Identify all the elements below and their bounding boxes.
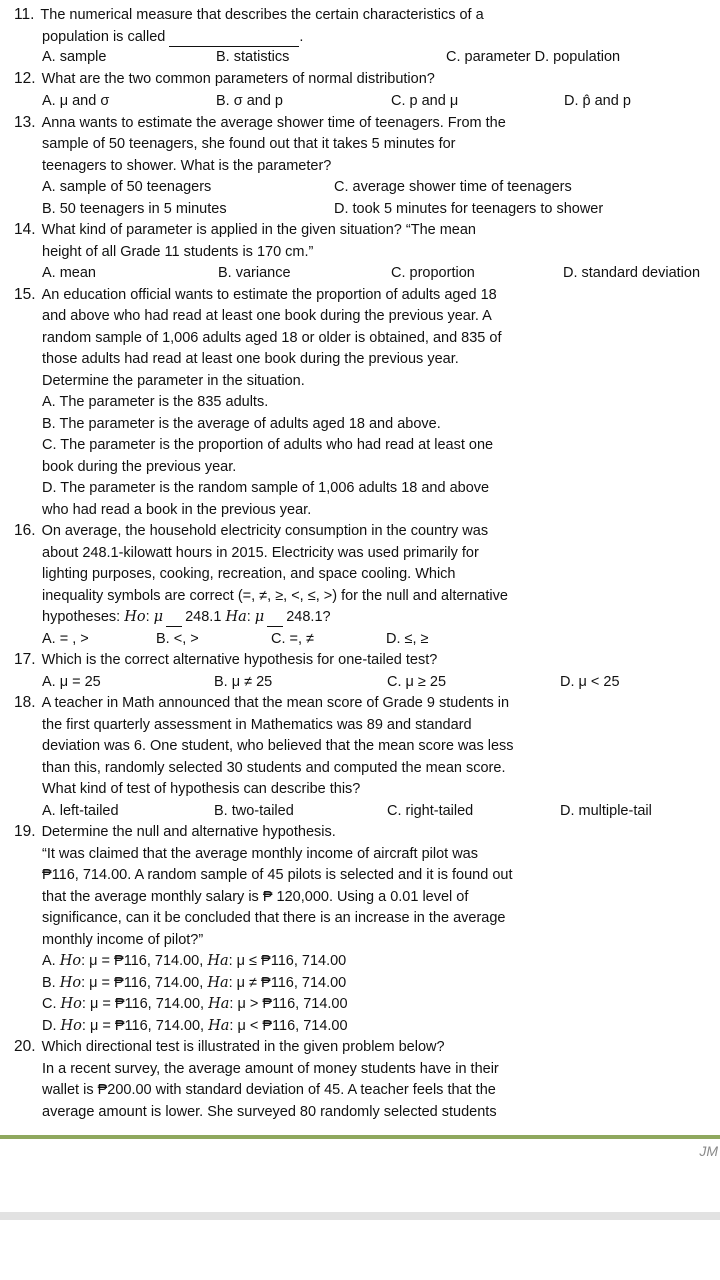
question-16-line: lighting purposes, cooking, recreation, and space cooling. Which: [42, 566, 456, 582]
question-15-option-c-cont: book during the previous year.: [42, 459, 237, 475]
question-18-line: than this, randomly selected 30 students and computed the mean score.: [42, 760, 506, 776]
footer-rule: [0, 1135, 720, 1139]
question-15: 15. An education official wants to estimate the proportion of adults aged 18: [14, 286, 497, 303]
question-12: 12. What are the two common parameters of normal distribution?: [14, 70, 435, 87]
question-16: 16. On average, the household electricity consumption in the country was: [14, 522, 489, 539]
question-11-line2: population is called .: [42, 29, 304, 45]
question-14-line2: height of all Grade 11 students is 170 cm.”: [42, 244, 314, 260]
question-20-line: In a recent survey, the average amount of money students have in their: [42, 1061, 499, 1077]
question-13-line2: sample of 50 teenagers, she found out that it takes 5 minutes for: [42, 136, 456, 152]
question-13-options-row1: A. sample of 50 teenagers C. average shower time of teenagers: [42, 179, 572, 195]
question-19-line: that the average monthly salary is ₱ 120,000. Using a 0.01 level of: [42, 889, 469, 905]
question-17-options: A. μ = 25 B. μ ≠ 25 C. μ ≥ 25 D. μ < 25: [42, 674, 620, 690]
question-18: 18. A teacher in Math announced that the mean score of Grade 9 students in: [14, 694, 510, 711]
question-13: 13. Anna wants to estimate the average shower time of teenagers. From the: [14, 114, 506, 131]
question-13-line3: teenagers to shower. What is the parameter?: [42, 158, 332, 174]
question-14-options: A. mean B. variance C. proportion D. standard deviation: [42, 265, 701, 281]
question-19-option-d: D. Ho: μ = ₱116, 714.00, Ha: μ < ₱116, 714.00: [42, 1018, 348, 1034]
question-15-option-b: B. The parameter is the average of adults aged 18 and above.: [42, 416, 441, 432]
question-16-hypotheses: hypotheses: Ho: μ 248.1 Ha: μ 248.1?: [42, 609, 331, 625]
question-16-options: A. = , > B. <, > C. =, ≠ D. ≤, ≥: [42, 631, 429, 647]
question-20-line: average amount is lower. She surveyed 80 randomly selected students: [42, 1104, 497, 1120]
question-14: 14. What kind of parameter is applied in the given situation? “The mean: [14, 221, 476, 238]
question-15-line: Determine the parameter in the situation.: [42, 373, 305, 389]
question-16-line: about 248.1-kilowatt hours in 2015. Electricity was used primarily for: [42, 545, 479, 561]
question-18-options: A. left-tailed B. two-tailed C. right-tailed D. multiple-tail: [42, 803, 652, 819]
question-19-line: monthly income of pilot?”: [42, 932, 204, 948]
question-19-line: ₱116, 714.00. A random sample of 45 pilots is selected and it is found out: [42, 867, 513, 883]
question-19-line: “It was claimed that the average monthly income of aircraft pilot was: [42, 846, 478, 862]
question-16-line: inequality symbols are correct (=, ≠, ≥, <, ≤, >) for the null and alternative: [42, 588, 508, 604]
question-18-line: deviation was 6. One student, who believed that the mean score was less: [42, 738, 514, 754]
question-15-option-d: D. The parameter is the random sample of 1,006 adults 18 and above: [42, 480, 490, 496]
answer-blank: [166, 612, 182, 627]
question-15-line: and above who had read at least one book during the previous year. A: [42, 308, 492, 324]
question-11-options: A. sample B. statistics C. parameter D. population: [42, 49, 621, 65]
question-19: 19. Determine the null and alternative hypothesis.: [14, 823, 336, 840]
question-11: 11. The numerical measure that describes the certain characteristics of a: [14, 6, 484, 23]
question-17: 17. Which is the correct alternative hypothesis for one-tailed test?: [14, 651, 438, 668]
page-gap-band: [0, 1212, 720, 1220]
question-15-option-d-cont: who had read a book in the previous year.: [42, 502, 312, 518]
footer-code: JM: [699, 1143, 718, 1159]
question-19-option-b: B. Ho: μ = ₱116, 714.00, Ha: μ ≠ ₱116, 714.00: [42, 975, 347, 991]
question-12-options: A. μ and σ B. σ and p C. p and μ D. p̂ and p: [42, 93, 631, 109]
question-20-line: wallet is ₱200.00 with standard deviation of 45. A teacher feels that the: [42, 1082, 496, 1098]
question-15-option-a: A. The parameter is the 835 adults.: [42, 394, 269, 410]
question-19-option-a: A. Ho: μ = ₱116, 714.00, Ha: μ ≤ ₱116, 714.00: [42, 953, 347, 969]
question-13-options-row2: B. 50 teenagers in 5 minutes D. took 5 minutes for teenagers to shower: [42, 201, 604, 217]
question-15-line: random sample of 1,006 adults aged 18 or older is obtained, and 835 of: [42, 330, 502, 346]
question-19-line: significance, can it be concluded that there is an increase in the average: [42, 910, 506, 926]
question-15-line: those adults had read at least one book during the previous year.: [42, 351, 459, 367]
question-18-line: What kind of test of hypothesis can describe this?: [42, 781, 361, 797]
question-20: 20. Which directional test is illustrated in the given problem below?: [14, 1038, 445, 1055]
answer-blank: [169, 32, 299, 47]
question-18-line: the first quarterly assessment in Mathematics was 89 and standard: [42, 717, 472, 733]
question-19-option-c: C. Ho: μ = ₱116, 714.00, Ha: μ > ₱116, 714.00: [42, 996, 348, 1012]
answer-blank: [267, 612, 283, 627]
question-15-option-c: C. The parameter is the proportion of adults who had read at least one: [42, 437, 494, 453]
